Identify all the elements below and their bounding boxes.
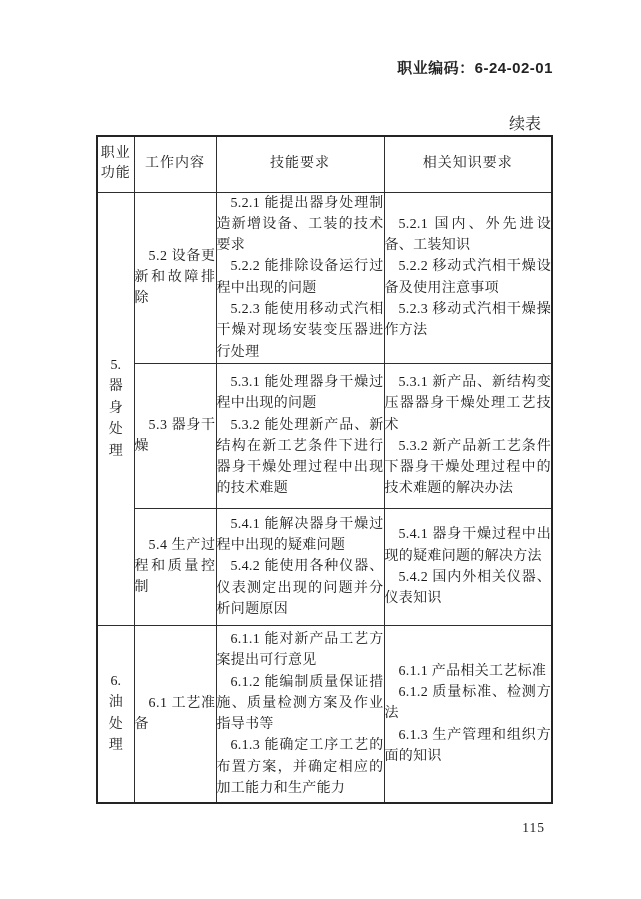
knowledge-item: 5.3.1 新产品、新结构变压器器身干燥处理工艺技术: [384, 374, 551, 433]
knowledge-item: 6.1.3 生产管理和组织方面的知识: [384, 727, 551, 765]
skill-requirements-cell: [216, 508, 384, 625]
skill-item: 5.3.1 能处理器身干燥过程中出现的问题: [216, 374, 384, 412]
skill-requirements-cell: [216, 625, 384, 803]
header-skill-requirements: 技能要求: [216, 136, 384, 192]
continued-table-label: 续表: [508, 116, 541, 133]
work-content-cell: [134, 625, 216, 803]
function-number: 6.: [110, 674, 121, 690]
function-cell-6: [97, 625, 134, 803]
knowledge-item: 5.2.1 国内、外先进设备、工装知识: [384, 216, 551, 254]
knowledge-item: 6.1.1 产品相关工艺标准: [398, 663, 547, 679]
skill-item: 5.4.1 能解决器身干燥过程中出现的疑难问题: [216, 516, 384, 553]
table-row-6-1: [97, 625, 552, 803]
work-content: 6.1 工艺准备: [134, 696, 216, 733]
skill-requirements-cell: [216, 363, 384, 508]
function-cell-5: [97, 192, 134, 625]
skill-item: 6.1.1 能对新产品工艺方案提出可行意见: [216, 631, 384, 669]
occupational-standard-table: [96, 135, 553, 804]
skill-item: 6.1.2 能编制质量保证措施、质量检测方案及作业指导书等: [216, 674, 384, 733]
page-number: 115: [522, 820, 545, 835]
function-name-vertical: 油处理: [108, 695, 123, 754]
knowledge-item: 5.4.1 器身干燥过程中出现的疑难问题的解决方法: [384, 527, 551, 564]
knowledge-requirements-cell: [384, 508, 552, 625]
knowledge-requirements-cell: [384, 363, 552, 508]
skill-item: 5.2.1 能提出器身处理制造新增设备、工装的技术要求: [216, 195, 384, 254]
occupation-code: 职业编码：6-24-02-01: [397, 60, 553, 77]
skill-item: 5.4.2 能使用各种仪器、仪表测定出现的问题并分析问题原因: [216, 559, 384, 617]
skill-item: 6.1.3 能确定工序工艺的布置方案，并确定相应的加工能力和生产能力: [216, 738, 384, 797]
header-knowledge-requirements: 相关知识要求: [384, 136, 552, 192]
work-content-cell: [134, 508, 216, 625]
function-name-vertical: 器身处理: [108, 378, 123, 459]
table-row-5-2: [97, 192, 552, 363]
knowledge-requirements-cell: [384, 625, 552, 803]
table-row-5-4: [97, 508, 552, 625]
knowledge-item: 5.3.2 新产品新工艺条件下器身干燥处理过程中的技术难题的解决办法: [384, 438, 551, 497]
knowledge-item: 6.1.2 质量标准、检测方法: [384, 685, 551, 722]
skill-item: 5.2.3 能使用移动式汽相干燥对现场安装变压器进行处理: [216, 301, 384, 360]
work-content: 5.4 生产过程和质量控制: [134, 538, 216, 596]
table-header-row: [97, 136, 552, 192]
knowledge-item: 5.2.2 移动式汽相干燥设备及使用注意事项: [384, 259, 551, 296]
header-occupational-function: 职业功能: [97, 136, 134, 192]
work-content-cell: [134, 192, 216, 363]
work-content-cell: [134, 363, 216, 508]
function-number: 5.: [110, 357, 121, 373]
work-content: 5.3 器身干燥: [134, 417, 216, 454]
skill-item: 5.2.2 能排除设备运行过程中出现的问题: [216, 259, 384, 296]
knowledge-item: 5.4.2 国内外相关仪器、仪表知识: [384, 569, 551, 607]
skill-item: 5.3.2 能处理新产品、新结构在新工艺条件下进行器身干燥处理过程中出现的技术难题: [216, 417, 384, 497]
knowledge-item: 5.2.3 移动式汽相干燥操作方法: [384, 301, 551, 339]
header-work-content: 工作内容: [134, 136, 216, 192]
table-row-5-3: [97, 363, 552, 508]
knowledge-requirements-cell: [384, 192, 552, 363]
skill-requirements-cell: [216, 192, 384, 363]
work-content: 5.2 设备更新和故障排除: [134, 249, 216, 307]
